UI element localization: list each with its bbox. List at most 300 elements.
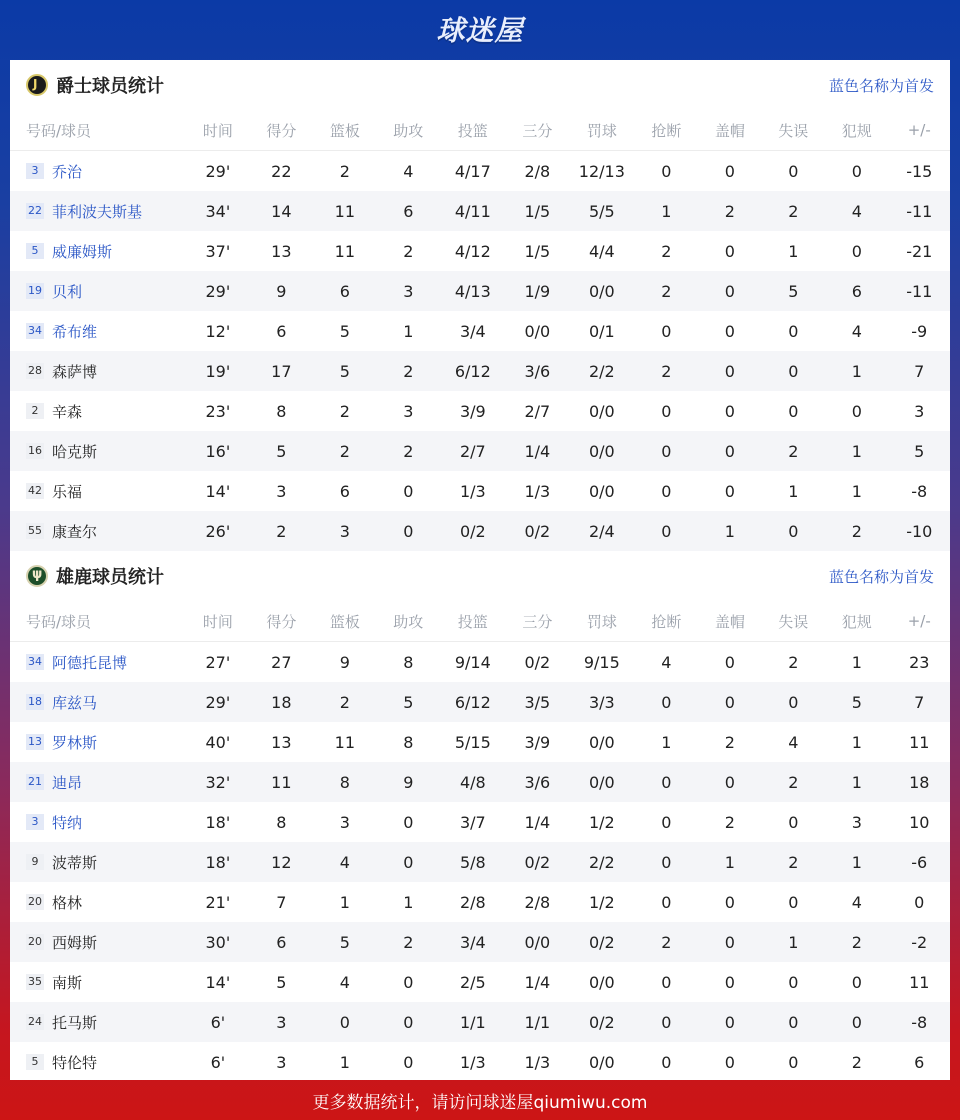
stat-cell: 4	[313, 842, 376, 882]
player-row[interactable]	[10, 231, 950, 271]
stat-cell: 0	[788, 892, 799, 912]
stat-cell: 0	[403, 1052, 414, 1072]
stat-cell: 4/11	[440, 191, 506, 231]
stat-cell: 0/0	[588, 732, 615, 752]
stat-cell: 1	[851, 732, 862, 752]
player-cell[interactable]	[10, 882, 186, 922]
column-header: 得分	[250, 601, 313, 642]
player-cell[interactable]	[10, 762, 186, 802]
stat-cell: 0	[788, 321, 799, 341]
stat-cell: 5	[339, 321, 350, 341]
player-row[interactable]	[10, 391, 950, 431]
stat-cell: 5/8	[440, 842, 506, 882]
stat-cell: 0	[788, 972, 799, 992]
player-row[interactable]	[10, 722, 950, 762]
stat-cell: 1	[698, 511, 761, 551]
stat-cell: 11	[313, 191, 376, 231]
player-name[interactable]: 特伦特	[52, 1053, 98, 1072]
starter-note: 蓝色名称为首发	[828, 76, 934, 95]
stat-cell: 8	[276, 401, 287, 421]
stat-cell: 2	[313, 431, 376, 471]
stat-cell: -6	[889, 842, 950, 882]
player-name[interactable]: 西姆斯	[52, 933, 98, 952]
column-header: 失误	[762, 601, 825, 642]
stat-cell: 0/2	[524, 652, 551, 672]
stat-cell: 1	[788, 241, 799, 261]
player-row[interactable]	[10, 922, 950, 962]
stat-cell: 0	[377, 511, 440, 551]
stat-cell: 6	[825, 271, 888, 311]
stat-cell: 0	[635, 682, 698, 722]
player-cell[interactable]	[10, 682, 186, 722]
player-cell[interactable]	[10, 511, 186, 551]
jersey-number-badge: 9	[26, 854, 44, 870]
jersey-number-badge: 18	[28, 695, 42, 708]
player-cell[interactable]	[10, 922, 186, 962]
player-name[interactable]: 希布维	[52, 322, 98, 341]
stat-cell: 0	[403, 812, 414, 832]
stat-cell: 0/2	[506, 511, 569, 551]
stat-cell: 21'	[205, 892, 231, 912]
player-cell[interactable]	[10, 642, 186, 683]
stat-cell: 0	[635, 762, 698, 802]
stat-cell: 12/13	[578, 161, 625, 181]
player-cell[interactable]	[10, 962, 186, 1002]
stat-cell: 0	[661, 1052, 672, 1072]
stat-cell: 10	[909, 812, 930, 832]
column-header: 助攻	[377, 110, 440, 151]
player-cell[interactable]	[10, 722, 186, 762]
jersey-number-badge: 2	[26, 403, 44, 419]
player-row[interactable]	[10, 191, 950, 231]
stat-cell: 5	[377, 682, 440, 722]
column-header: 篮板	[313, 110, 376, 151]
stat-cell: 3/9	[459, 401, 486, 421]
stat-cell: 0	[724, 892, 735, 912]
column-header: 得分	[250, 110, 313, 151]
stat-cell: 5/15	[454, 732, 491, 752]
stat-cell: 0	[762, 682, 825, 722]
stat-cell: 0	[724, 481, 735, 501]
stat-cell: 1	[339, 892, 350, 912]
stat-cell: 0/2	[569, 922, 635, 962]
stat-cell: 1/5	[524, 241, 551, 261]
stat-cell: 0	[698, 762, 761, 802]
stat-cell: -10	[889, 511, 950, 551]
footer-banner[interactable]: 更多数据统计，请访问球迷屋qiumiwu.com	[312, 1092, 648, 1113]
player-row[interactable]	[10, 842, 950, 882]
stat-cell: 2	[851, 1052, 862, 1072]
player-cell[interactable]	[10, 471, 186, 511]
stat-cell: 0	[635, 511, 698, 551]
stat-cell: 1	[403, 892, 414, 912]
team-header-bucks	[10, 551, 950, 601]
player-name[interactable]: 罗林斯	[52, 733, 98, 752]
stat-cell: 2	[635, 271, 698, 311]
column-header: 罚球	[569, 110, 635, 151]
stat-cell: -15	[906, 161, 933, 181]
stat-cell: 27	[271, 652, 292, 672]
stat-cell: 29'	[186, 271, 249, 311]
stat-cell: 0	[762, 1002, 825, 1042]
player-row[interactable]	[10, 431, 950, 471]
stat-cell: 9	[339, 652, 350, 672]
player-row[interactable]	[10, 471, 950, 511]
stat-cell: 0	[851, 241, 862, 261]
jersey-number-badge: 34	[28, 324, 42, 337]
jersey-number-badge: 16	[28, 444, 42, 457]
stat-cell: 11	[909, 972, 930, 992]
header-row	[10, 601, 950, 642]
team-title: 爵士球员统计	[56, 76, 164, 97]
column-header: 盖帽	[698, 110, 761, 151]
jersey-number-badge: 24	[28, 1015, 42, 1028]
column-header: +/-	[889, 110, 950, 151]
player-row[interactable]	[10, 802, 950, 842]
stat-cell: 2	[825, 922, 888, 962]
stat-cell: 2	[698, 191, 761, 231]
stat-cell: 3/3	[569, 682, 635, 722]
jersey-number-badge: 20	[28, 935, 42, 948]
stat-cell: 0	[762, 511, 825, 551]
stat-cell: 6	[914, 1052, 925, 1072]
stat-cell: 8	[403, 652, 414, 672]
stat-cell: 2	[724, 812, 735, 832]
column-header: 时间	[186, 110, 249, 151]
stat-cell: 0	[661, 892, 672, 912]
player-name[interactable]: 哈克斯	[52, 442, 98, 461]
jersey-number-badge: 22	[28, 204, 42, 217]
stat-cell: 4/17	[454, 161, 491, 181]
stat-cell: 2	[788, 652, 799, 672]
player-name[interactable]: 托马斯	[52, 1013, 98, 1032]
stat-cell: 4	[851, 321, 862, 341]
stat-cell: 0	[762, 351, 825, 391]
stat-cell: 3	[914, 401, 925, 421]
stat-cell: 2	[825, 511, 888, 551]
stat-cell: 2	[313, 682, 376, 722]
stat-cell: 0	[724, 1052, 735, 1072]
player-name[interactable]: 库兹马	[52, 693, 98, 712]
stat-cell: 1/3	[459, 1052, 486, 1072]
player-row[interactable]	[10, 762, 950, 802]
stat-cell: -11	[889, 271, 950, 311]
stat-cell: 1	[403, 321, 414, 341]
stat-cell: 3	[403, 401, 414, 421]
team-title: 雄鹿球员统计	[56, 567, 164, 588]
stat-cell: -11	[889, 191, 950, 231]
stat-cell: 2	[762, 191, 825, 231]
stat-cell: -2	[889, 922, 950, 962]
player-name[interactable]: 乔治	[52, 162, 83, 181]
stat-cell: 40'	[205, 732, 231, 752]
player-row[interactable]	[10, 1042, 950, 1082]
stat-cell: 16'	[186, 431, 249, 471]
stat-cell: 1	[635, 191, 698, 231]
stat-cell: 0/2	[569, 1002, 635, 1042]
stat-cell: 2/2	[569, 842, 635, 882]
stat-cell: 6'	[186, 1002, 249, 1042]
team-header-jazz	[10, 60, 950, 110]
player-cell[interactable]	[10, 842, 186, 882]
player-name[interactable]: 阿德托昆博	[52, 653, 128, 672]
stat-cell: 9	[250, 271, 313, 311]
stat-cell: 2/7	[524, 401, 551, 421]
column-header: 投篮	[440, 601, 506, 642]
stat-cell: 1/3	[459, 481, 486, 501]
stat-cell: 0	[724, 161, 735, 181]
stat-cell: 1/5	[506, 191, 569, 231]
jazz-stats-table	[10, 110, 950, 551]
player-cell[interactable]	[10, 191, 186, 231]
header-row	[10, 110, 950, 151]
stat-cell: 5	[889, 431, 950, 471]
column-header: 号码/球员	[10, 110, 186, 151]
stat-cell: 0/0	[569, 431, 635, 471]
stat-cell: 0	[698, 922, 761, 962]
stat-cell: -8	[911, 481, 928, 501]
stat-cell: 3	[276, 1052, 287, 1072]
player-cell[interactable]	[10, 431, 186, 471]
stat-cell: 13	[271, 241, 292, 261]
player-cell[interactable]	[10, 1042, 186, 1082]
stat-cell: 18	[889, 762, 950, 802]
stat-cell: 2/8	[524, 161, 551, 181]
stat-cell: 0	[724, 241, 735, 261]
player-cell[interactable]	[10, 802, 186, 842]
stat-cell: 11	[334, 732, 355, 752]
stat-cell: 30'	[186, 922, 249, 962]
stat-cell: 0/0	[569, 762, 635, 802]
stat-cell: 3/6	[506, 351, 569, 391]
stat-cell: 1	[851, 652, 862, 672]
player-row[interactable]	[10, 271, 950, 311]
column-header: 三分	[506, 601, 569, 642]
player-cell[interactable]	[10, 271, 186, 311]
stat-cell: 0/0	[506, 922, 569, 962]
stat-cell: 0	[377, 1002, 440, 1042]
stat-cell: 11	[334, 241, 355, 261]
stat-cell: 0	[403, 972, 414, 992]
stat-cell: 0	[788, 812, 799, 832]
player-cell[interactable]	[10, 1002, 186, 1042]
player-cell[interactable]	[10, 391, 186, 431]
player-row[interactable]	[10, 882, 950, 922]
stat-cell: 1	[698, 842, 761, 882]
stat-cell: 0	[698, 351, 761, 391]
stat-cell: 4	[403, 161, 414, 181]
stat-cell: 3/4	[459, 321, 486, 341]
stat-cell: 17	[250, 351, 313, 391]
player-name[interactable]: 南斯	[52, 973, 83, 992]
stat-cell: 2	[339, 161, 350, 181]
stat-cell: 27'	[205, 652, 231, 672]
stat-cell: 8	[276, 812, 287, 832]
stat-cell: 37'	[205, 241, 231, 261]
stat-cell: 13	[271, 732, 292, 752]
stat-cell: 23'	[205, 401, 231, 421]
stat-cell: 2	[377, 922, 440, 962]
stat-cell: 34'	[186, 191, 249, 231]
column-header: 犯规	[825, 601, 888, 642]
stat-cell: 0	[635, 842, 698, 882]
player-row[interactable]	[10, 351, 950, 391]
stat-cell: 2/8	[524, 892, 551, 912]
player-name[interactable]: 辛森	[52, 402, 83, 421]
stat-cell: 2	[661, 241, 672, 261]
stat-cell: 5	[313, 922, 376, 962]
jersey-number-badge: 35	[28, 975, 42, 988]
jersey-number-badge: 55	[28, 524, 42, 537]
stat-cell: 0/2	[506, 842, 569, 882]
site-logo: 球迷屋	[436, 14, 524, 47]
player-cell[interactable]	[10, 311, 186, 351]
stat-cell: 3	[851, 812, 862, 832]
player-name[interactable]: 贝利	[52, 282, 83, 301]
stat-cell: 1/1	[506, 1002, 569, 1042]
stat-cell: 0	[661, 321, 672, 341]
stat-cell: 9/14	[454, 652, 491, 672]
player-name[interactable]: 特纳	[52, 813, 83, 832]
stat-cell: 5	[313, 351, 376, 391]
stat-cell: 6/12	[440, 682, 506, 722]
stat-cell: 29'	[205, 161, 231, 181]
stat-cell: 0	[313, 1002, 376, 1042]
stat-cell: 3/6	[506, 762, 569, 802]
stat-cell: 0	[724, 401, 735, 421]
player-row[interactable]	[10, 151, 950, 192]
stat-cell: 3/5	[506, 682, 569, 722]
stat-cell: 4/13	[440, 271, 506, 311]
stat-cell: 2	[339, 401, 350, 421]
column-header: 助攻	[377, 601, 440, 642]
stat-cell: 5	[762, 271, 825, 311]
stat-cell: 6	[313, 271, 376, 311]
stat-cell: 3/9	[524, 732, 551, 752]
stat-cell: 18'	[205, 812, 231, 832]
stat-cell: 0	[851, 972, 862, 992]
stat-cell: 26'	[186, 511, 249, 551]
stat-cell: 2	[635, 922, 698, 962]
stat-cell: 0	[724, 972, 735, 992]
stat-cell: 19'	[186, 351, 249, 391]
column-header: 罚球	[569, 601, 635, 642]
stat-cell: 1/4	[524, 972, 551, 992]
player-cell[interactable]	[10, 151, 186, 192]
stat-cell: 6	[276, 321, 287, 341]
stat-cell: 0	[724, 321, 735, 341]
stat-cell: 0	[403, 481, 414, 501]
stat-cell: 5	[276, 972, 287, 992]
jersey-number-badge: 13	[28, 735, 42, 748]
stat-cell: 14	[250, 191, 313, 231]
stat-cell: 0	[698, 682, 761, 722]
player-name[interactable]: 乐福	[52, 482, 83, 501]
column-header: 投篮	[440, 110, 506, 151]
stat-cell: 0	[661, 401, 672, 421]
stat-cell: -21	[906, 241, 933, 261]
jersey-number-badge: 28	[28, 364, 42, 377]
stat-cell: 2	[635, 351, 698, 391]
stat-cell: 6	[250, 922, 313, 962]
starter-note: 蓝色名称为首发	[828, 567, 934, 586]
stat-cell: 7	[276, 892, 287, 912]
stat-cell: 1/1	[440, 1002, 506, 1042]
stat-cell: 0	[851, 401, 862, 421]
stat-cell: 32'	[186, 762, 249, 802]
stat-cell: 3/7	[459, 812, 486, 832]
player-row[interactable]	[10, 511, 950, 551]
stat-cell: 11	[250, 762, 313, 802]
player-name[interactable]: 森萨博	[52, 362, 98, 381]
stat-cell: 14'	[205, 972, 231, 992]
stat-cell: 9/15	[583, 652, 620, 672]
stat-cell: 1	[825, 431, 888, 471]
player-row[interactable]	[10, 962, 950, 1002]
player-row[interactable]	[10, 1002, 950, 1042]
stat-cell: 3/4	[440, 922, 506, 962]
player-row[interactable]	[10, 311, 950, 351]
stat-cell: 4/8	[440, 762, 506, 802]
player-name[interactable]: 波蒂斯	[52, 853, 98, 872]
stat-cell: 0/0	[569, 271, 635, 311]
stat-cell: 2	[403, 241, 414, 261]
stat-cell: 2	[724, 732, 735, 752]
stat-cell: 2	[377, 431, 440, 471]
jersey-number-badge: 21	[28, 775, 42, 788]
stat-cell: 0	[635, 1002, 698, 1042]
player-cell[interactable]	[10, 231, 186, 271]
jersey-number-badge: 20	[28, 895, 42, 908]
player-cell[interactable]	[10, 351, 186, 391]
column-header: 三分	[506, 110, 569, 151]
stat-cell: 12	[250, 842, 313, 882]
stat-cell: 0	[377, 842, 440, 882]
stat-cell: 1/3	[524, 481, 551, 501]
column-header: 篮板	[313, 601, 376, 642]
stat-cell: 2/8	[459, 892, 486, 912]
stat-cell: 0	[661, 481, 672, 501]
jersey-number-badge: 42	[28, 484, 42, 497]
stat-cell: 4/12	[454, 241, 491, 261]
stat-cell: 0	[661, 972, 672, 992]
column-header: 犯规	[825, 110, 888, 151]
player-name[interactable]: 菲利波夫斯基	[52, 202, 143, 221]
stat-cell: 3	[276, 481, 287, 501]
stat-cell: 18	[250, 682, 313, 722]
player-row[interactable]	[10, 642, 950, 683]
stat-cell: 0	[788, 161, 799, 181]
stat-cell: 29'	[186, 682, 249, 722]
stat-cell: 3	[313, 511, 376, 551]
stat-cell: 1/3	[524, 1052, 551, 1072]
player-name[interactable]: 格林	[52, 893, 83, 912]
player-name[interactable]: 康查尔	[52, 522, 98, 541]
jersey-number-badge: 3	[26, 163, 44, 179]
stat-cell: 4	[825, 191, 888, 231]
player-row[interactable]	[10, 682, 950, 722]
stat-cell: 6'	[210, 1052, 226, 1072]
stat-cell: 2/4	[569, 511, 635, 551]
stat-cell: 0	[698, 271, 761, 311]
player-name[interactable]: 迪昂	[52, 773, 83, 792]
stat-cell: 22	[271, 161, 292, 181]
stat-cell: 8	[313, 762, 376, 802]
column-header: 盖帽	[698, 601, 761, 642]
player-name[interactable]: 威廉姆斯	[52, 242, 113, 261]
stat-cell: 1/2	[588, 812, 615, 832]
column-header: 抢断	[635, 601, 698, 642]
